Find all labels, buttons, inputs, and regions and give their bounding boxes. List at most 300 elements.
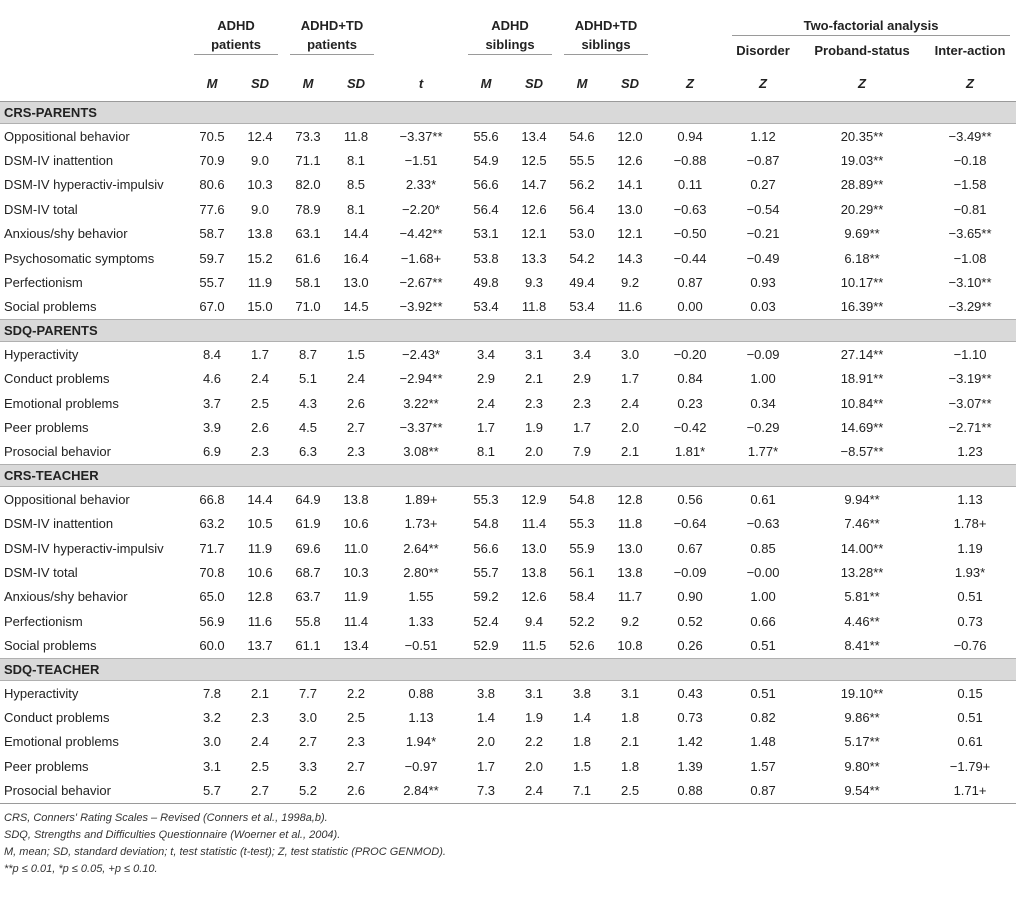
table-cell: −0.21 [746,226,780,242]
table-cell: 7.3 [462,778,510,803]
table-cell: 12.0 [617,128,643,144]
table-cell: 8.7 [298,346,318,362]
table-cell: 2.1 [620,444,640,460]
table-cell: 56.4 [473,201,499,217]
table-cell: 63.2 [199,516,225,532]
table-cell: 10.17** [840,275,884,291]
table-cell: 7.9 [572,444,592,460]
table-cell: 9.2 [620,613,640,629]
table-cell: 56.4 [569,201,595,217]
table-cell: 10.3 [247,177,273,193]
table-cell: 13.0 [343,275,369,291]
table-cell: 9.3 [524,275,544,291]
table-cell: −8.57** [840,444,884,460]
table-cell: 49.8 [473,275,499,291]
table-cell: 6.9 [202,444,222,460]
table-cell: 3.1 [620,685,640,701]
group-sub-label: siblings [462,37,558,52]
table-cell: 65.0 [199,589,225,605]
table-cell: 9.80** [844,758,880,774]
table-cell: 0.56 [677,491,703,507]
table-cell: 12.1 [617,226,643,242]
table-cell: 1.8 [620,758,640,774]
table-row [0,680,1016,705]
group-header-line2 [462,35,558,65]
table-cell: 71.0 [295,299,321,315]
table-cell: 63.1 [295,226,321,242]
table-cell: 2.0 [524,444,544,460]
table-cell: 71.7 [199,540,225,556]
table-row [0,609,1016,633]
table-cell: 0.52 [677,613,703,629]
table-cell: 2.7 [298,734,318,750]
table-cell: 2.1 [250,685,270,701]
table-cell: 2.4 [510,778,558,803]
table-cell: 55.7 [199,275,225,291]
table-cell: −1.68+ [400,250,442,266]
table-cell: −0.81 [953,201,987,217]
table-cell: 1.5 [346,346,366,362]
table-cell: 1.9 [524,709,544,725]
table-cell: 11.9 [247,275,273,291]
stat-header: Z [726,65,800,102]
table-cell: −1.79+ [949,758,991,774]
table-cell: 2.4 [346,371,366,387]
row-label: Prosocial behavior [4,444,111,460]
table-cell: 2.3 [524,395,544,411]
table-cell: 14.7 [521,177,547,193]
table-cell: 53.4 [569,299,595,315]
table-cell: 1.00 [750,589,776,605]
table-cell: 12.8 [247,589,273,605]
table-cell: 12.6 [617,153,643,169]
table-cell: −0.97 [404,758,438,774]
table-cell: 56.2 [569,177,595,193]
header-row-1 [0,4,1016,35]
section-title: SDQ-TEACHER [0,658,1016,680]
table-cell: 55.9 [569,540,595,556]
table-cell: 13.0 [521,540,547,556]
table-cell: −0.54 [746,201,780,217]
table-cell: 9.0 [250,153,270,169]
table-cell: 1.89+ [404,491,438,507]
table-cell: 11.6 [247,613,273,629]
table-cell: 2.5 [606,778,654,803]
table-cell: 56.6 [473,540,499,556]
group-sub-label: patients [188,37,284,52]
table-cell: 53.1 [473,226,499,242]
table-cell: 68.7 [295,564,321,580]
table-cell: −3.37** [399,128,443,144]
section-header-row [0,320,1016,342]
row-label: Anxious/shy behavior [4,589,128,605]
table-cell: 0.23 [677,395,703,411]
table-cell: 3.9 [202,419,222,435]
row-label: DSM-IV total [4,564,78,580]
section-title: SDQ-PARENTS [0,320,1016,342]
disorder-header: Disorder [736,42,790,58]
table-cell: 12.9 [521,491,547,507]
table-cell: 10.8 [617,638,643,654]
table-cell: 69.6 [295,540,321,556]
table-cell: 4.5 [298,419,318,435]
table-cell: 3.4 [572,346,592,362]
table-cell: 54.2 [569,250,595,266]
table-row [0,197,1016,221]
table-row [0,440,1016,465]
row-label: Conduct problems [4,371,110,387]
table-cell: 11.8 [617,516,643,532]
table-cell: −1.08 [953,250,987,266]
row-label: Prosocial behavior [0,778,188,803]
table-cell: 77.6 [199,201,225,217]
table-cell: 0.93 [750,275,776,291]
table-cell: 0.03 [750,299,776,315]
table-cell: 55.7 [473,564,499,580]
table-cell: 13.8 [247,226,273,242]
table-cell: 5.1 [298,371,318,387]
stat-header: Z [654,65,726,102]
table-cell: 2.7 [346,419,366,435]
table-cell: 56.6 [473,177,499,193]
note-sdq: SDQ, Strengths and Difficulties Questionnaire (Woerner et al., 2004). [4,828,341,841]
table-cell: −1.58 [953,177,987,193]
table-cell: 12.6 [521,589,547,605]
table-cell: 0.73 [677,709,703,725]
table-cell: 8.1 [476,444,496,460]
table-cell: −0.63 [746,516,780,532]
table-cell: 55.5 [569,153,595,169]
group-header-line2 [284,35,380,65]
table-cell: −2.20* [402,201,440,217]
table-cell: 2.1 [524,371,544,387]
interaction-header: Inter-action [934,42,1006,58]
table-cell: 2.3 [250,444,270,460]
table-notes [0,810,1016,878]
row-label: Peer problems [4,758,89,774]
table-cell: 2.9 [476,371,496,387]
table-cell: 2.3 [346,734,366,750]
table-cell: −0.20 [673,346,707,362]
table-cell: 58.7 [199,226,225,242]
table-cell: 4.46** [844,613,880,629]
table-cell: 1.33 [408,613,434,629]
section-header-row [0,102,1016,124]
group-header-line2 [188,35,284,65]
table-cell: 7.7 [298,685,318,701]
table-cell: 1.42 [677,734,703,750]
table-cell: 1.8 [572,734,592,750]
table-cell: 13.7 [247,638,273,654]
table-cell: 1.77* [747,444,779,460]
table-cell: 61.9 [295,516,321,532]
table-cell: 1.71+ [924,778,1016,803]
note-crs: CRS, Conners' Rating Scales – Revised (Conners et al., 1998a,b). [4,811,328,824]
table-row [0,560,1016,584]
table-cell: −1.10 [953,346,987,362]
table-cell: 1.9 [524,419,544,435]
row-label: Peer problems [4,419,89,435]
table-cell: 55.3 [473,491,499,507]
table-cell: 71.1 [295,153,321,169]
table-cell: 3.1 [524,346,544,362]
table-cell: 2.6 [346,395,366,411]
table-cell: 2.7 [236,778,284,803]
row-label: DSM-IV hyperactiv-impulsiv [4,540,164,556]
table-cell: −3.92** [399,299,443,315]
note-significance: **p ≤ 0.01, *p ≤ 0.05, +p ≤ 0.10. [4,862,158,875]
table-cell: 15.0 [247,299,273,315]
two-factorial-header [726,4,1016,35]
table-cell: 3.0 [620,346,640,362]
table-cell: 60.0 [199,638,225,654]
stat-header-row [0,65,1016,102]
stat-header: SD [236,65,284,102]
table-cell: 1.48 [750,734,776,750]
table-cell: 3.2 [202,709,222,725]
table-cell: 1.13 [408,709,434,725]
table-cell: 19.03** [840,153,884,169]
table-cell: 1.55 [408,589,434,605]
table-cell: 0.51 [750,685,776,701]
table-cell: 3.4 [476,346,496,362]
table-cell: 16.4 [343,250,369,266]
stat-header: SD [606,65,654,102]
section-header-row [0,658,1016,680]
table-row [0,585,1016,609]
table-cell: 54.8 [569,491,595,507]
table-cell: 1.7 [476,419,496,435]
table-cell: −2.67** [399,275,443,291]
table-cell: −0.49 [746,250,780,266]
table-cell: 7.46** [844,516,880,532]
table-cell: 3.0 [202,734,222,750]
table-cell: 0.61 [957,734,983,750]
table-cell: 1.7 [476,758,496,774]
table-cell: 11.7 [617,589,643,605]
table-row [0,391,1016,415]
table-cell: 13.28** [840,564,884,580]
table-cell: 80.6 [199,177,225,193]
row-label: DSM-IV inattention [4,516,114,532]
table-cell: 0.87 [677,275,703,291]
table-cell: −0.63 [673,201,707,217]
table-cell: −0.87 [746,153,780,169]
table-cell: 1.7 [620,371,640,387]
table-cell: 55.3 [569,516,595,532]
table-cell: 1.12 [750,128,776,144]
table-cell: 3.1 [524,685,544,701]
row-label: Emotional problems [4,395,119,411]
table-cell: 1.4 [476,709,496,725]
table-cell: 14.5 [343,299,369,315]
table-cell: −3.10** [948,275,992,291]
table-cell: −0.64 [673,516,707,532]
table-cell: 1.7 [250,346,270,362]
table-cell: 9.4 [524,613,544,629]
table-cell: 11.0 [343,540,369,556]
table-cell: 27.14** [840,346,884,362]
table-cell: −2.94** [399,371,443,387]
table-cell: 2.84** [380,778,462,803]
table-cell: 3.3 [298,758,318,774]
table-cell: −0.50 [673,226,707,242]
table-cell: 73.3 [295,128,321,144]
table-cell: 1.4 [572,709,592,725]
table-cell: 0.15 [957,685,983,701]
table-cell: 2.3 [572,395,592,411]
table-cell: 11.6 [617,299,643,315]
table-cell: 11.8 [521,299,547,315]
table-cell: 54.6 [569,128,595,144]
table-cell: 9.54** [800,778,924,803]
table-cell: 49.4 [569,275,595,291]
table-cell: 20.35** [840,128,884,144]
table-cell: 61.1 [295,638,321,654]
table-cell: 14.69** [840,419,884,435]
table-cell: 54.8 [473,516,499,532]
table-cell: 66.8 [199,491,225,507]
table-cell: −0.76 [953,638,987,654]
table-cell: 12.6 [521,201,547,217]
table-cell: 1.23 [957,444,983,460]
table-row [0,148,1016,172]
table-cell: 2.6 [250,419,270,435]
table-cell: 10.6 [247,564,273,580]
table-cell: 1.00 [750,371,776,387]
table-cell: 13.8 [343,491,369,507]
table-cell: 11.9 [343,589,369,605]
table-cell: 2.2 [524,734,544,750]
stat-header: M [558,65,606,102]
row-label: DSM-IV inattention [4,153,114,169]
table-cell: 8.41** [844,638,880,654]
table-cell: 67.0 [199,299,225,315]
table-cell: 11.4 [343,613,369,629]
table-cell: 0.82 [750,709,776,725]
row-label: Perfectionism [4,613,83,629]
table-cell: 1.73+ [404,516,438,532]
table-cell: −2.71** [948,419,992,435]
table-cell: 2.0 [620,419,640,435]
row-label: Oppositional behavior [4,491,130,507]
table-cell: 9.0 [250,201,270,217]
table-cell: 12.5 [521,153,547,169]
table-cell: −0.18 [953,153,987,169]
table-cell: 3.0 [298,709,318,725]
table-cell: 8.4 [202,346,222,362]
table-cell: 3.8 [476,685,496,701]
table-cell: 7.1 [558,778,606,803]
group-sub-label: siblings [558,37,654,52]
table-cell: −0.09 [746,346,780,362]
table-cell: 0.61 [750,491,776,507]
table-cell: 2.5 [250,758,270,774]
stat-header: M [462,65,510,102]
table-cell: 2.4 [250,734,270,750]
table-cell: 1.7 [572,419,592,435]
group-header: ADHD+TD [574,18,638,33]
table-cell: 10.5 [247,516,273,532]
table-cell: 11.4 [521,516,547,532]
table-cell: 5.17** [844,734,880,750]
table-cell: 0.87 [726,778,800,803]
group-header-line2 [558,35,654,65]
table-cell: 78.9 [295,201,321,217]
table-cell: −3.65** [948,226,992,242]
row-label: Conduct problems [4,709,110,725]
table-cell: 53.4 [473,299,499,315]
table-cell: 3.8 [572,685,592,701]
table-cell: 3.22** [403,395,439,411]
table-cell: 12.1 [521,226,547,242]
table-cell: 14.1 [617,177,643,193]
group-header: ADHD [491,18,529,33]
table-cell: 14.4 [343,226,369,242]
table-cell: 58.4 [569,589,595,605]
table-cell: 5.7 [188,778,236,803]
table-cell: 1.13 [957,491,983,507]
table-cell: 1.5 [572,758,592,774]
table-cell: 10.3 [343,564,369,580]
table-cell: 14.4 [247,491,273,507]
table-cell: −3.29** [948,299,992,315]
table-cell: 3.1 [202,758,222,774]
table-cell: 59.2 [473,589,499,605]
table-cell: 3.08** [403,444,439,460]
stat-header: M [284,65,332,102]
table-cell: 54.9 [473,153,499,169]
table-cell: 0.11 [677,177,703,193]
table-cell: 9.69** [844,226,880,242]
table-cell: 53.8 [473,250,499,266]
stat-header: Z [800,65,924,102]
table-cell: 2.0 [476,734,496,750]
table-cell: 82.0 [295,177,321,193]
table-cell: 14.00** [840,540,884,556]
table-cell: 8.5 [346,177,366,193]
table-cell: 0.88 [654,778,726,803]
table-cell: 0.66 [750,613,776,629]
row-label: Social problems [4,638,97,654]
table-cell: 53.0 [569,226,595,242]
row-label: Psychosomatic symptoms [4,250,155,266]
table-cell: −3.49** [948,128,992,144]
table-cell: 55.8 [295,613,321,629]
table-cell: 2.4 [476,395,496,411]
row-label: Emotional problems [4,734,119,750]
table-row [0,222,1016,246]
table-cell: 1.39 [677,758,703,774]
section-title: CRS-TEACHER [0,465,1016,487]
table-cell: 14.3 [617,250,643,266]
table-cell: 0.26 [677,638,703,654]
stat-header: t [380,65,462,102]
table-cell: 2.4 [250,371,270,387]
stat-header: M [188,65,236,102]
table-cell: 70.5 [199,128,225,144]
table-cell: 52.4 [473,613,499,629]
table-cell: 1.57 [750,758,776,774]
table-cell: −3.19** [948,371,992,387]
table-cell: 0.67 [677,540,703,556]
table-cell: 10.6 [343,516,369,532]
table-row [0,633,1016,658]
table-cell: −0.51 [404,638,438,654]
table-cell: 0.90 [677,589,703,605]
row-label: Social problems [4,299,97,315]
table-row [0,270,1016,294]
